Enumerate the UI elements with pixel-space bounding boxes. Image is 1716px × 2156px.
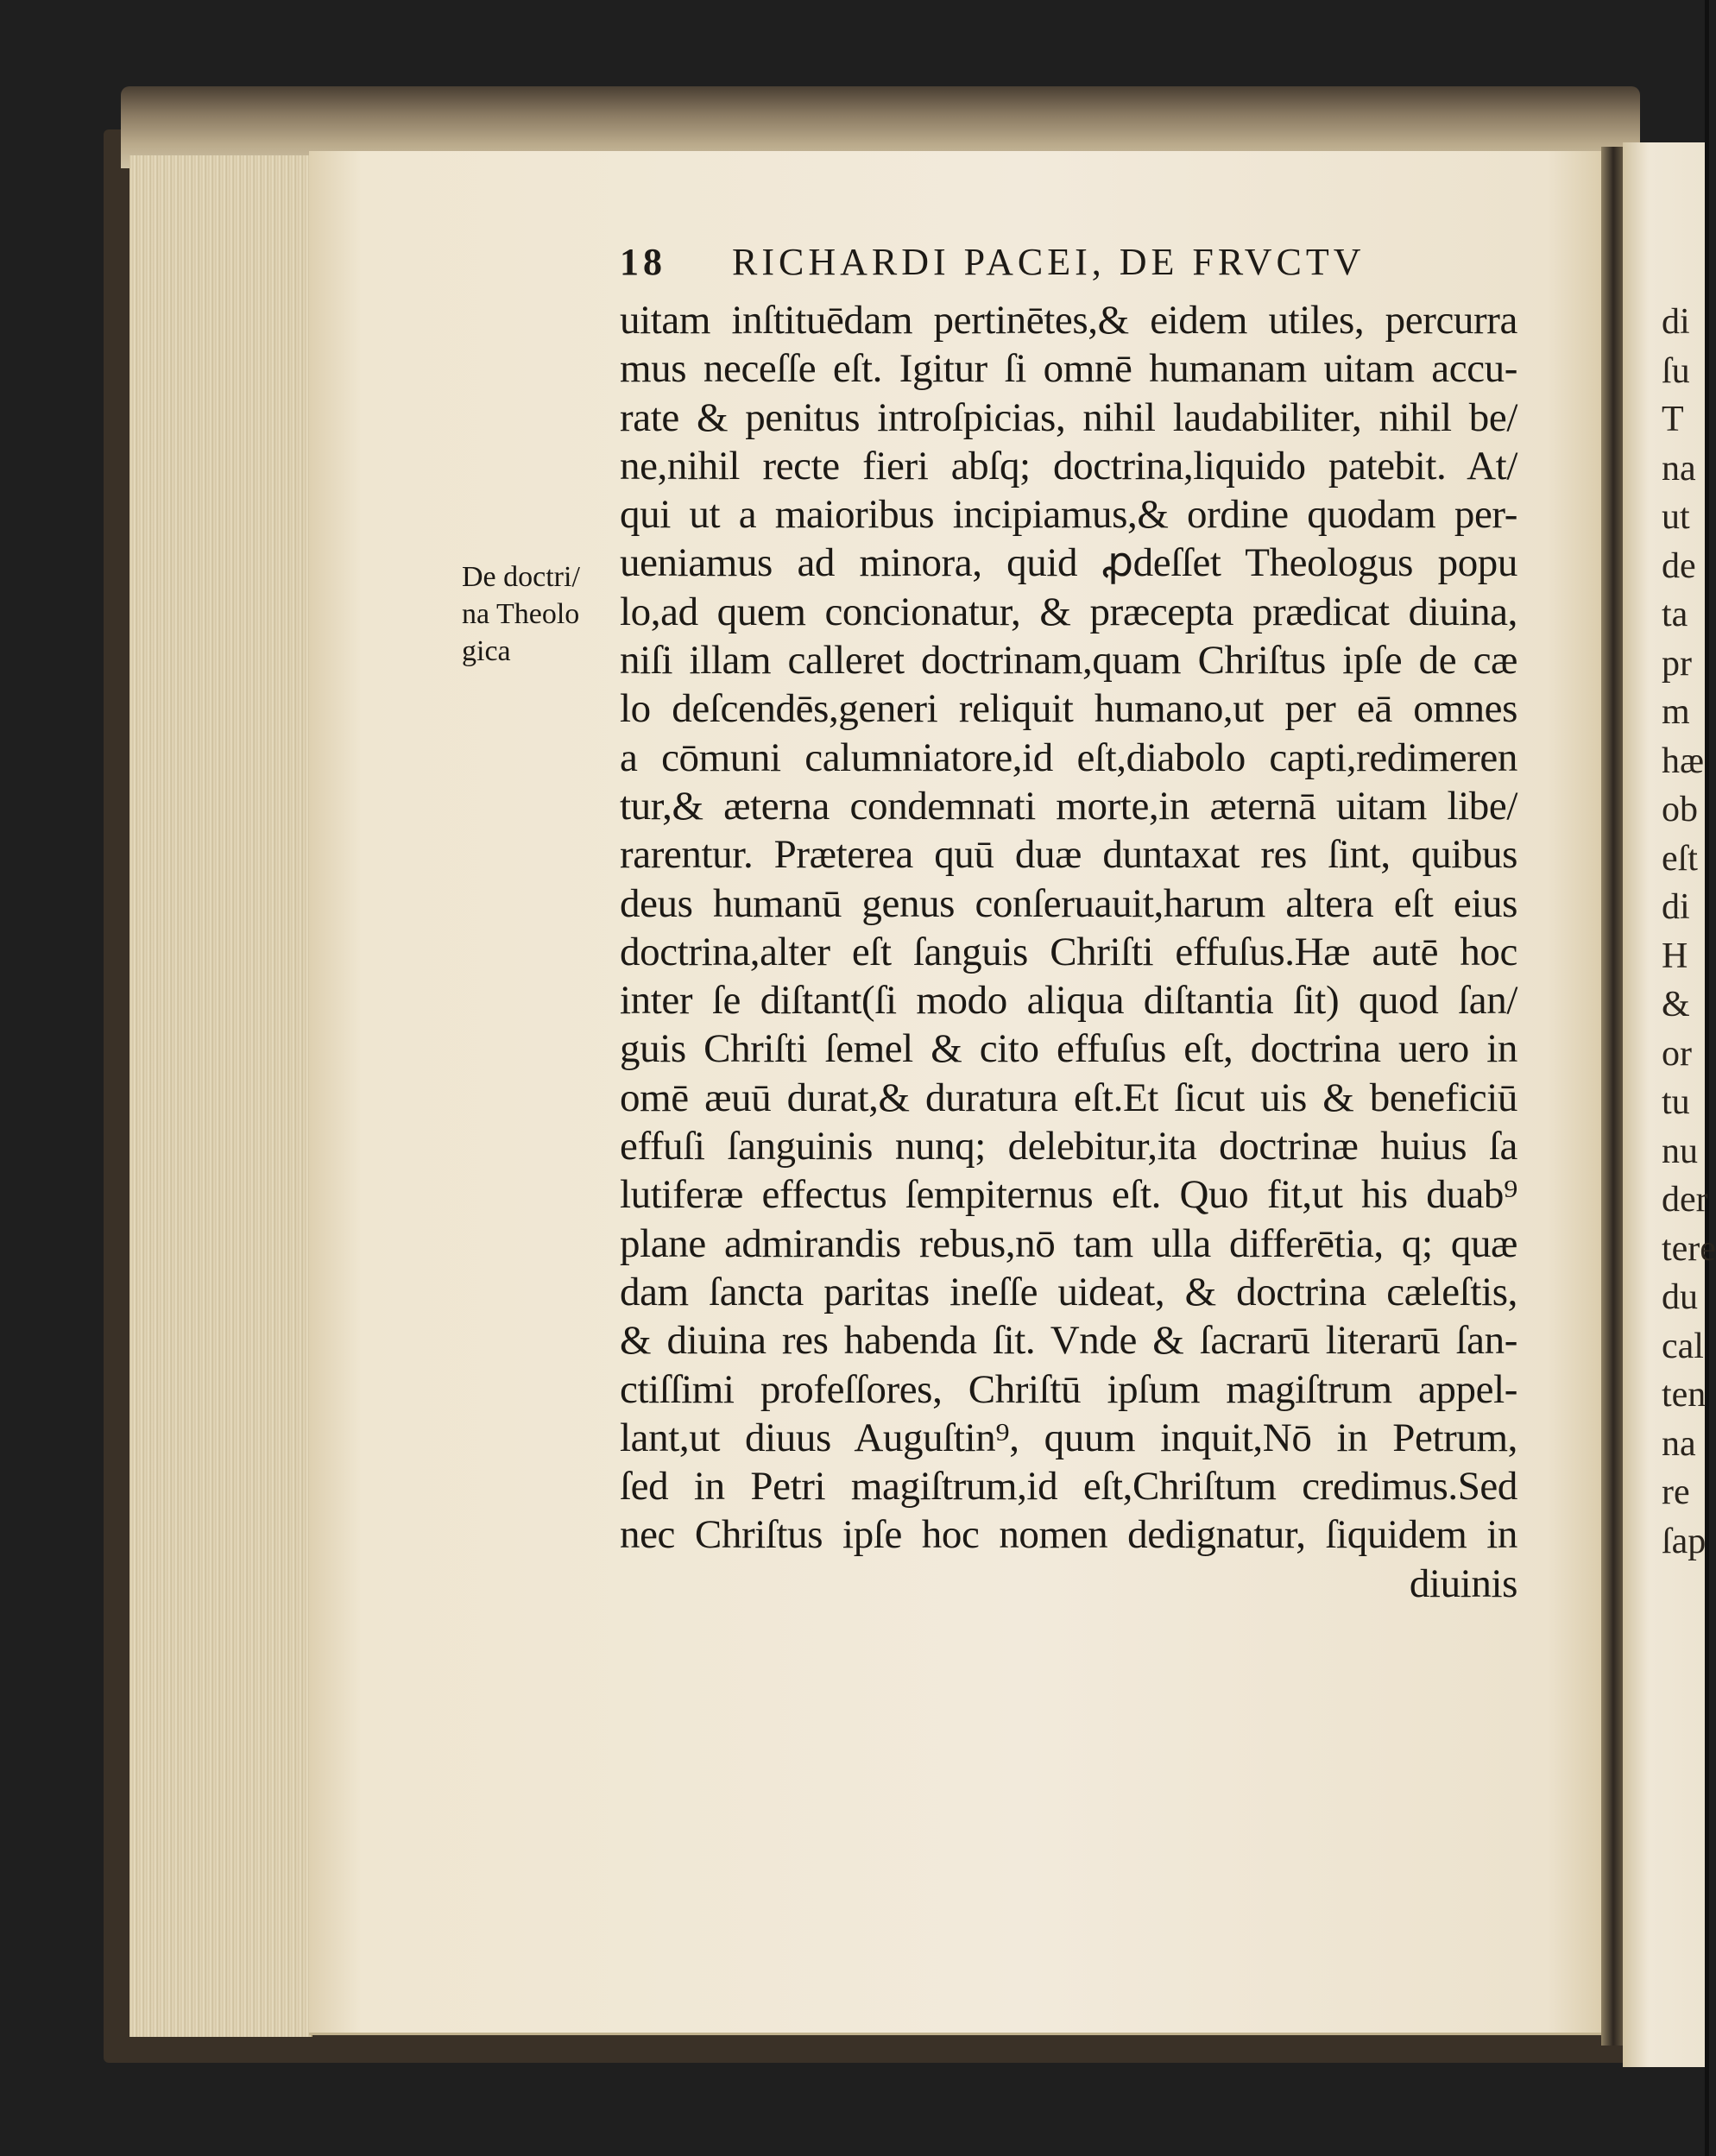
text-line: qui ut a maioribus incipiamus,& ordine quodam per- — [620, 492, 1517, 538]
catchword: diuinis — [1409, 1560, 1517, 1606]
right-page-fragment: na — [1662, 1423, 1696, 1464]
text-line: a cōmuni calumniatore,id eſt,diabolo capti,redimeren — [620, 734, 1517, 780]
right-page-fragment: tere — [1662, 1228, 1716, 1269]
text-line: rarentur. Præterea quū duæ duntaxat res ſint, quibus — [620, 832, 1517, 878]
text-line: ſed in Petri magiſtrum,id eſt,Chriſtum credimus.Sed — [620, 1464, 1517, 1510]
right-page-fragment: or — [1662, 1033, 1692, 1074]
text-line: uitam inſtituēdam pertinētes,& eidem utiles, percurra — [620, 298, 1517, 343]
text-line: rate & penitus introſpicias, nihil laudabiliter, nihil be/ — [620, 394, 1517, 440]
text-line: niſi illam calleret doctrinam,quam Chriſtus ipſe de cæ — [620, 638, 1517, 684]
right-page-fragment: cal — [1662, 1326, 1704, 1366]
right-page-fragment: hæ — [1662, 741, 1705, 781]
right-page-fragment: du — [1662, 1277, 1698, 1317]
right-page-fragment: ta — [1662, 595, 1688, 634]
right-page-fragment: T — [1662, 400, 1684, 439]
right-page-fragment: di — [1662, 887, 1690, 927]
running-header — [620, 240, 1483, 284]
right-page-fragment: ut — [1662, 497, 1690, 537]
page-stack-edge — [129, 155, 312, 2037]
right-page-fragment: di — [1662, 302, 1690, 342]
margin-note-line: gica — [462, 635, 511, 667]
text-line: effuſi ſanguinis nunq; delebitur,ita doctrinæ huius ſa — [620, 1124, 1517, 1169]
text-line: ctiſſimi profeſſores, Chriſtū ipſum magiſtrum appel- — [620, 1366, 1517, 1412]
text-line: tur,& æterna condemnati morte,in æternā uitam libe/ — [620, 783, 1517, 829]
margin-note-line: na Theolo — [462, 598, 580, 630]
text-line: lant,ut diuus Auguſtin⁹, quum inquit,Nō in Petrum, — [620, 1415, 1517, 1460]
text-line: plane admirandis rebus,nō tam ulla differētia, q; quæ — [620, 1220, 1517, 1266]
right-page-fragment: pr — [1662, 643, 1692, 684]
page-number: 18 — [620, 241, 666, 283]
text-line: lo,ad quem concionatur, & præcepta prædicat diuina, — [620, 589, 1517, 634]
right-page-fragment: nu — [1662, 1131, 1698, 1171]
right-page-fragment: re — [1662, 1472, 1690, 1512]
text-line: mus neceſſe eſt. Igitur ſi omnē humanam uitam accu- — [620, 346, 1517, 392]
text-line: lo deſcendēs,generi reliquit humano,ut per eā omnes — [620, 686, 1517, 732]
right-page-fragment: ſu — [1662, 350, 1690, 391]
right-page-fragment: m — [1662, 692, 1690, 732]
text-line: inter ſe diſtant(ſi modo aliqua diſtantia ſit) quod ſan/ — [620, 978, 1517, 1024]
body-text — [620, 296, 1517, 1608]
right-page-fragment: H — [1662, 936, 1688, 976]
text-line: nec Chriſtus ipſe hoc nomen dedignatur, ſiquidem in — [620, 1512, 1517, 1558]
text-line: & diuina res habenda ſit. Vnde & ſacrarū literarū ſan- — [620, 1318, 1517, 1364]
margin-note-line: De doctri/ — [462, 561, 580, 593]
text-line: doctrina,alter eſt ſanguis Chriſti effuſus.Hæ autē hoc — [620, 929, 1517, 974]
text-line: guis Chriſti ſemel & cito effuſus eſt, doctrina uero in — [620, 1026, 1517, 1072]
right-page-fragment: na — [1662, 448, 1696, 489]
right-page-fragment: eſt — [1662, 838, 1698, 879]
text-line: omē æuū durat,& duratura eſt.Et ſicut uis & beneficiū — [620, 1075, 1517, 1120]
text-line: lutiferæ effectus ſempiternus eſt. Quo fit,ut his duab⁹ — [620, 1172, 1517, 1218]
right-page-text-fragments — [1662, 298, 1716, 1566]
right-page-fragment: ob — [1662, 790, 1698, 829]
right-page-fragment: tu — [1662, 1082, 1690, 1122]
text-line: dam ſancta paritas ineſſe uideat, & doctrina cæleſtis, — [620, 1269, 1517, 1314]
right-page-fragment: & — [1662, 985, 1690, 1024]
text-line: ne,nihil recte fieri abſq; doctrina,liquido patebit. At/ — [620, 443, 1517, 489]
text-line: ueniamus ad minora, quid ꝓdeſſet Theologus popu — [620, 540, 1517, 586]
right-page-fragment: der — [1662, 1180, 1708, 1220]
right-page-fragment: de — [1662, 545, 1696, 586]
marginal-note — [462, 558, 617, 670]
text-line: deus humanū genus conſeruauit,harum altera eſt eius — [620, 880, 1517, 926]
book-gutter — [1601, 147, 1625, 2046]
right-page-fragment: ſap — [1662, 1521, 1707, 1561]
right-page-fragment: ten — [1662, 1375, 1707, 1415]
running-title: RICHARDI PACEI, DE FRVCTV — [732, 241, 1366, 283]
